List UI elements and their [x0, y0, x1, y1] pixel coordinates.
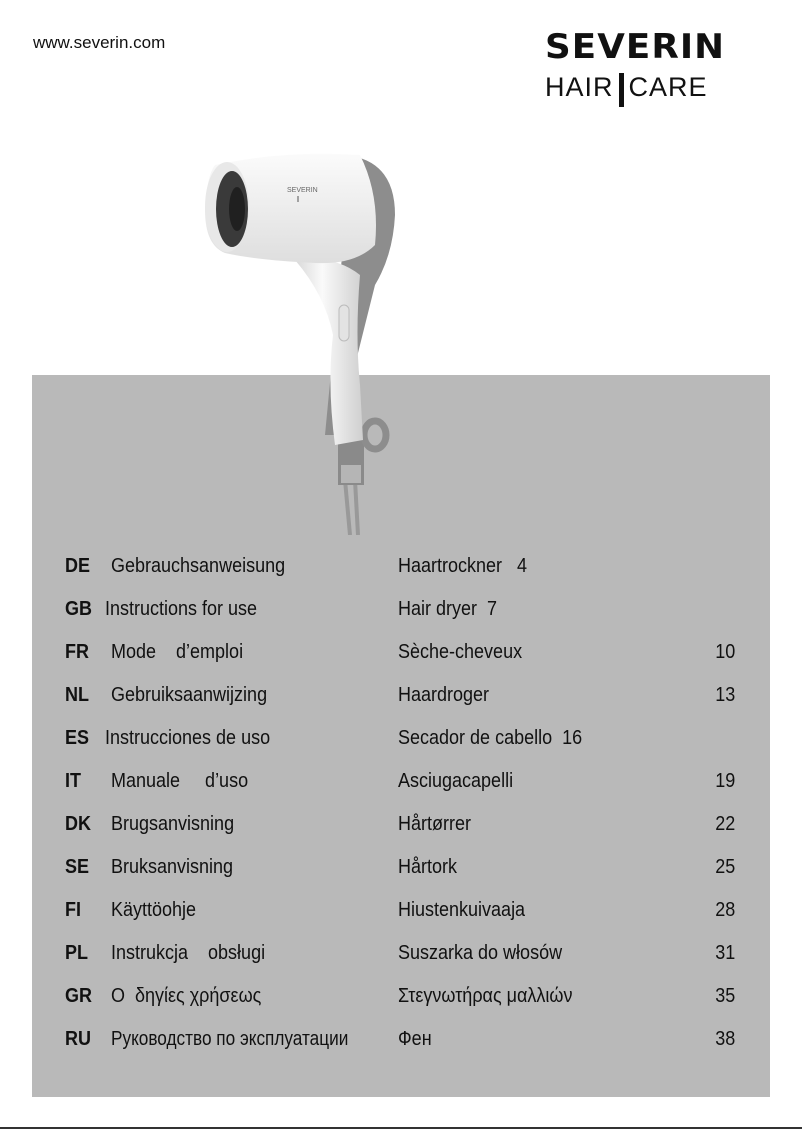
- language-row-it: [0, 770, 802, 800]
- product-name: Sèche-cheveux: [398, 641, 523, 663]
- language-row-ru: [0, 1028, 802, 1058]
- language-code: DE: [65, 555, 91, 577]
- page-number: 22: [714, 813, 735, 835]
- instructions-title: Brugsanvisning: [111, 813, 235, 835]
- logo-sub-right: CARE: [628, 72, 708, 102]
- instructions-title: Bruksanvisning: [111, 856, 234, 878]
- page-bottom-rule: [0, 1127, 802, 1129]
- hair-dryer-image: [195, 135, 395, 535]
- language-row-se: [0, 856, 802, 886]
- language-row-fi: [0, 899, 802, 929]
- instructions-title: Gebrauchsanweisung: [111, 555, 286, 577]
- page-number: 13: [714, 684, 735, 706]
- product-name: Haartrockner 4: [398, 555, 528, 577]
- language-code: GR: [65, 985, 92, 1007]
- page-number: 10: [714, 641, 735, 663]
- language-code: FI: [65, 899, 82, 921]
- product-name: Hårtørrer: [398, 813, 471, 835]
- instructions-title: Mode d’emploi: [111, 641, 244, 663]
- language-code: GB: [65, 598, 92, 620]
- product-name: Hiustenkuivaaja: [398, 899, 526, 921]
- instructions-title: Gebruiksaanwijzing: [111, 684, 268, 706]
- language-code: NL: [65, 684, 90, 706]
- product-name: Hair dryer 7: [398, 598, 498, 620]
- language-code: RU: [65, 1028, 92, 1050]
- language-row-fr: [0, 641, 802, 671]
- language-row-dk: [0, 813, 802, 843]
- language-code: ES: [65, 727, 90, 749]
- page-number: 28: [714, 899, 735, 921]
- page-number: 35: [714, 985, 735, 1007]
- language-row-es: [0, 727, 802, 757]
- instructions-title: Instructions for use: [105, 598, 258, 620]
- language-row-gb: [0, 598, 802, 628]
- instructions-title: Instrucciones de uso: [105, 727, 271, 749]
- product-name: Asciugacapelli: [398, 770, 514, 792]
- page-number: 19: [714, 770, 735, 792]
- logo-sub-left: HAIR: [545, 72, 614, 102]
- page-number: 25: [714, 856, 735, 878]
- language-code: SE: [65, 856, 90, 878]
- product-name: Фен: [398, 1028, 432, 1050]
- language-code: IT: [65, 770, 82, 792]
- product-name: Στεγνωτήρας μαλλιών: [398, 985, 573, 1007]
- product-name: Hårtork: [398, 856, 458, 878]
- dryer-brand-label: SEVERIN: [287, 187, 318, 194]
- language-code: DK: [65, 813, 92, 835]
- language-code: FR: [65, 641, 90, 663]
- language-row-de: [0, 555, 802, 585]
- product-name: Suszarka do włosów: [398, 942, 563, 964]
- page-number: 31: [714, 942, 735, 964]
- logo-divider: [619, 73, 624, 107]
- instructions-title: Instrukcja obsługi: [111, 942, 266, 964]
- language-code: PL: [65, 942, 89, 964]
- instructions-title: Manuale d’uso: [111, 770, 249, 792]
- page-number: 38: [714, 1028, 735, 1050]
- language-row-nl: [0, 684, 802, 714]
- website-url: www.severin.com: [33, 33, 166, 52]
- instructions-title: Käyttöohje: [111, 899, 197, 921]
- instructions-title: Ο δηγίες χρήσεως: [111, 985, 262, 1007]
- language-row-pl: [0, 942, 802, 972]
- instructions-title: Руководство по эксплуатации: [111, 1028, 349, 1050]
- product-name: Secador de cabello 16: [398, 727, 583, 749]
- severin-hair-care-logo: [545, 28, 775, 104]
- logo-subtitle: [545, 70, 775, 104]
- logo-brand: SEVERIN: [545, 27, 726, 67]
- language-row-gr: [0, 985, 802, 1015]
- product-name: Haardroger: [398, 684, 490, 706]
